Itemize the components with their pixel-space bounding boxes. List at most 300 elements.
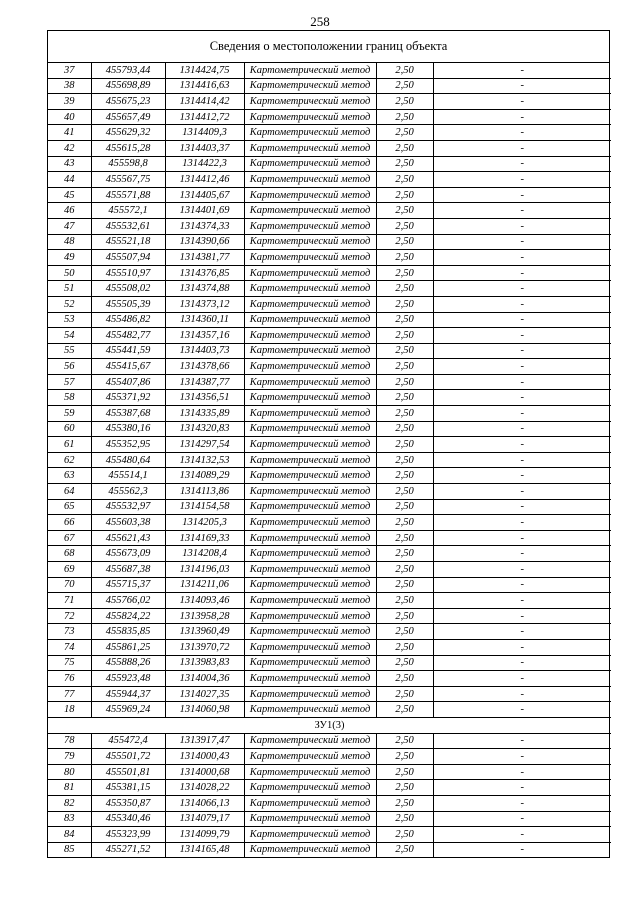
accuracy-cell: 2,50 xyxy=(376,437,433,453)
note-cell: - xyxy=(433,780,611,796)
y-coordinate-cell: 1314376,85 xyxy=(165,265,244,281)
point-number-cell: 79 xyxy=(48,749,91,765)
table-row xyxy=(48,265,611,281)
x-coordinate-cell: 455835,85 xyxy=(91,624,165,640)
y-coordinate-cell: 1314027,35 xyxy=(165,686,244,702)
table-row xyxy=(48,125,611,141)
note-cell: - xyxy=(433,63,611,78)
x-coordinate-cell: 455352,95 xyxy=(91,437,165,453)
method-cell: Картометрический метод xyxy=(244,499,376,515)
point-number-cell: 38 xyxy=(48,78,91,94)
y-coordinate-cell: 1313970,72 xyxy=(165,639,244,655)
accuracy-cell: 2,50 xyxy=(376,702,433,718)
note-cell: - xyxy=(433,452,611,468)
y-coordinate-cell: 1314154,58 xyxy=(165,499,244,515)
method-cell: Картометрический метод xyxy=(244,530,376,546)
accuracy-cell: 2,50 xyxy=(376,390,433,406)
accuracy-cell: 2,50 xyxy=(376,452,433,468)
table-row xyxy=(48,764,611,780)
table-row xyxy=(48,406,611,422)
method-cell: Картометрический метод xyxy=(244,686,376,702)
table-row xyxy=(48,172,611,188)
point-number-cell: 55 xyxy=(48,343,91,359)
table-row xyxy=(48,593,611,609)
x-coordinate-cell: 455486,82 xyxy=(91,312,165,328)
accuracy-cell: 2,50 xyxy=(376,515,433,531)
y-coordinate-cell: 1314403,73 xyxy=(165,343,244,359)
x-coordinate-cell: 455510,97 xyxy=(91,265,165,281)
table-row xyxy=(48,250,611,266)
note-cell: - xyxy=(433,484,611,500)
y-coordinate-cell: 1314000,68 xyxy=(165,764,244,780)
method-cell: Картометрический метод xyxy=(244,515,376,531)
y-coordinate-cell: 1314416,63 xyxy=(165,78,244,94)
x-coordinate-cell: 455824,22 xyxy=(91,608,165,624)
point-number-cell: 47 xyxy=(48,218,91,234)
x-coordinate-cell: 455472,4 xyxy=(91,733,165,749)
point-number-cell: 75 xyxy=(48,655,91,671)
y-coordinate-cell: 1313960,49 xyxy=(165,624,244,640)
y-coordinate-cell: 1314066,13 xyxy=(165,795,244,811)
note-cell: - xyxy=(433,125,611,141)
method-cell: Картометрический метод xyxy=(244,109,376,125)
section-row xyxy=(48,717,611,733)
x-coordinate-cell: 455407,86 xyxy=(91,374,165,390)
x-coordinate-cell: 455387,68 xyxy=(91,406,165,422)
note-cell: - xyxy=(433,749,611,765)
table-row xyxy=(48,452,611,468)
accuracy-cell: 2,50 xyxy=(376,842,433,857)
table-row xyxy=(48,749,611,765)
x-coordinate-cell: 455441,59 xyxy=(91,343,165,359)
method-cell: Картометрический метод xyxy=(244,265,376,281)
x-coordinate-cell: 455687,38 xyxy=(91,562,165,578)
method-cell: Картометрический метод xyxy=(244,281,376,297)
point-number-cell: 72 xyxy=(48,608,91,624)
table-row xyxy=(48,203,611,219)
table-row xyxy=(48,281,611,297)
table-row xyxy=(48,780,611,796)
point-number-cell: 39 xyxy=(48,94,91,110)
accuracy-cell: 2,50 xyxy=(376,203,433,219)
x-coordinate-cell: 455572,1 xyxy=(91,203,165,219)
method-cell: Картометрический метод xyxy=(244,78,376,94)
method-cell: Картометрический метод xyxy=(244,437,376,453)
point-number-cell: 58 xyxy=(48,390,91,406)
x-coordinate-cell: 455508,02 xyxy=(91,281,165,297)
table-row xyxy=(48,312,611,328)
point-number-cell: 74 xyxy=(48,639,91,655)
y-coordinate-cell: 1314099,79 xyxy=(165,827,244,843)
accuracy-cell: 2,50 xyxy=(376,281,433,297)
x-coordinate-cell: 455501,81 xyxy=(91,764,165,780)
method-cell: Картометрический метод xyxy=(244,374,376,390)
x-coordinate-cell: 455501,72 xyxy=(91,749,165,765)
y-coordinate-cell: 1314412,46 xyxy=(165,172,244,188)
point-number-cell: 41 xyxy=(48,125,91,141)
note-cell: - xyxy=(433,203,611,219)
x-coordinate-cell: 455271,52 xyxy=(91,842,165,857)
y-coordinate-cell: 1314165,48 xyxy=(165,842,244,857)
point-number-cell: 73 xyxy=(48,624,91,640)
point-number-cell: 85 xyxy=(48,842,91,857)
note-cell: - xyxy=(433,109,611,125)
table-row xyxy=(48,530,611,546)
y-coordinate-cell: 1314378,66 xyxy=(165,359,244,375)
y-coordinate-cell: 1314113,86 xyxy=(165,484,244,500)
note-cell: - xyxy=(433,655,611,671)
table-row xyxy=(48,639,611,655)
x-coordinate-cell: 455381,15 xyxy=(91,780,165,796)
accuracy-cell: 2,50 xyxy=(376,265,433,281)
table-row xyxy=(48,218,611,234)
accuracy-cell: 2,50 xyxy=(376,328,433,344)
y-coordinate-cell: 1314403,37 xyxy=(165,140,244,156)
point-number-cell: 60 xyxy=(48,421,91,437)
point-number-cell: 80 xyxy=(48,764,91,780)
point-number-cell: 52 xyxy=(48,296,91,312)
accuracy-cell: 2,50 xyxy=(376,63,433,78)
note-cell: - xyxy=(433,437,611,453)
point-number-cell: 64 xyxy=(48,484,91,500)
accuracy-cell: 2,50 xyxy=(376,172,433,188)
y-coordinate-cell: 1314422,3 xyxy=(165,156,244,172)
accuracy-cell: 2,50 xyxy=(376,250,433,266)
y-coordinate-cell: 1314205,3 xyxy=(165,515,244,531)
accuracy-cell: 2,50 xyxy=(376,562,433,578)
method-cell: Картометрический метод xyxy=(244,234,376,250)
y-coordinate-cell: 1314390,66 xyxy=(165,234,244,250)
accuracy-cell: 2,50 xyxy=(376,359,433,375)
x-coordinate-cell: 455521,18 xyxy=(91,234,165,250)
point-number-cell: 67 xyxy=(48,530,91,546)
table-row xyxy=(48,421,611,437)
accuracy-cell: 2,50 xyxy=(376,156,433,172)
x-coordinate-cell: 455621,43 xyxy=(91,530,165,546)
x-coordinate-cell: 455350,87 xyxy=(91,795,165,811)
note-cell: - xyxy=(433,296,611,312)
x-coordinate-cell: 455507,94 xyxy=(91,250,165,266)
y-coordinate-cell: 1314320,83 xyxy=(165,421,244,437)
method-cell: Картометрический метод xyxy=(244,296,376,312)
accuracy-cell: 2,50 xyxy=(376,94,433,110)
x-coordinate-cell: 455673,09 xyxy=(91,546,165,562)
accuracy-cell: 2,50 xyxy=(376,125,433,141)
method-cell: Картометрический метод xyxy=(244,655,376,671)
method-cell: Картометрический метод xyxy=(244,203,376,219)
accuracy-cell: 2,50 xyxy=(376,218,433,234)
point-number-cell: 81 xyxy=(48,780,91,796)
point-number-cell: 46 xyxy=(48,203,91,219)
point-number-cell: 43 xyxy=(48,156,91,172)
accuracy-cell: 2,50 xyxy=(376,686,433,702)
y-coordinate-cell: 1314357,16 xyxy=(165,328,244,344)
page-number: 258 xyxy=(310,14,330,29)
method-cell: Картометрический метод xyxy=(244,421,376,437)
note-cell: - xyxy=(433,328,611,344)
accuracy-cell: 2,50 xyxy=(376,484,433,500)
y-coordinate-cell: 1314208,4 xyxy=(165,546,244,562)
x-coordinate-cell: 455888,26 xyxy=(91,655,165,671)
table-row xyxy=(48,156,611,172)
y-coordinate-cell: 1314412,72 xyxy=(165,109,244,125)
table-row xyxy=(48,795,611,811)
table-row xyxy=(48,624,611,640)
y-coordinate-cell: 1314089,29 xyxy=(165,468,244,484)
x-coordinate-cell: 455715,37 xyxy=(91,577,165,593)
note-cell: - xyxy=(433,218,611,234)
note-cell: - xyxy=(433,374,611,390)
method-cell: Картометрический метод xyxy=(244,827,376,843)
table-row xyxy=(48,109,611,125)
y-coordinate-cell: 1314405,67 xyxy=(165,187,244,203)
note-cell: - xyxy=(433,702,611,718)
method-cell: Картометрический метод xyxy=(244,593,376,609)
note-cell: - xyxy=(433,343,611,359)
y-coordinate-cell: 1314424,75 xyxy=(165,63,244,78)
x-coordinate-cell: 455923,48 xyxy=(91,671,165,687)
note-cell: - xyxy=(433,842,611,857)
accuracy-cell: 2,50 xyxy=(376,749,433,765)
note-cell: - xyxy=(433,686,611,702)
method-cell: Картометрический метод xyxy=(244,94,376,110)
x-coordinate-cell: 455571,88 xyxy=(91,187,165,203)
y-coordinate-cell: 1314356,51 xyxy=(165,390,244,406)
x-coordinate-cell: 455505,39 xyxy=(91,296,165,312)
y-coordinate-cell: 1314079,17 xyxy=(165,811,244,827)
point-number-cell: 48 xyxy=(48,234,91,250)
accuracy-cell: 2,50 xyxy=(376,639,433,655)
y-coordinate-cell: 1314004,36 xyxy=(165,671,244,687)
point-number-cell: 83 xyxy=(48,811,91,827)
x-coordinate-cell: 455675,23 xyxy=(91,94,165,110)
point-number-cell: 49 xyxy=(48,250,91,266)
y-coordinate-cell: 1314374,33 xyxy=(165,218,244,234)
note-cell: - xyxy=(433,468,611,484)
point-number-cell: 71 xyxy=(48,593,91,609)
point-number-cell: 63 xyxy=(48,468,91,484)
note-cell: - xyxy=(433,795,611,811)
y-coordinate-cell: 1314028,22 xyxy=(165,780,244,796)
accuracy-cell: 2,50 xyxy=(376,234,433,250)
x-coordinate-cell: 455532,97 xyxy=(91,499,165,515)
table-row xyxy=(48,374,611,390)
method-cell: Картометрический метод xyxy=(244,172,376,188)
accuracy-cell: 2,50 xyxy=(376,624,433,640)
note-cell: - xyxy=(433,94,611,110)
accuracy-cell: 2,50 xyxy=(376,530,433,546)
table-row xyxy=(48,437,611,453)
method-cell: Картометрический метод xyxy=(244,702,376,718)
note-cell: - xyxy=(433,671,611,687)
point-number-cell: 57 xyxy=(48,374,91,390)
method-cell: Картометрический метод xyxy=(244,312,376,328)
table-row xyxy=(48,655,611,671)
accuracy-cell: 2,50 xyxy=(376,78,433,94)
note-cell: - xyxy=(433,234,611,250)
note-cell: - xyxy=(433,811,611,827)
point-number-cell: 69 xyxy=(48,562,91,578)
accuracy-cell: 2,50 xyxy=(376,593,433,609)
accuracy-cell: 2,50 xyxy=(376,421,433,437)
x-coordinate-cell: 455562,3 xyxy=(91,484,165,500)
table-title: Сведения о местоположении границ объекта xyxy=(48,31,609,63)
accuracy-cell: 2,50 xyxy=(376,608,433,624)
note-cell: - xyxy=(433,250,611,266)
point-number-cell: 62 xyxy=(48,452,91,468)
y-coordinate-cell: 1313917,47 xyxy=(165,733,244,749)
table-row xyxy=(48,562,611,578)
accuracy-cell: 2,50 xyxy=(376,343,433,359)
point-number-cell: 44 xyxy=(48,172,91,188)
table-row xyxy=(48,343,611,359)
y-coordinate-cell: 1314409,3 xyxy=(165,125,244,141)
note-cell: - xyxy=(433,265,611,281)
table-row xyxy=(48,733,611,749)
method-cell: Картометрический метод xyxy=(244,624,376,640)
table-row xyxy=(48,484,611,500)
table-row xyxy=(48,78,611,94)
x-coordinate-cell: 455657,49 xyxy=(91,109,165,125)
accuracy-cell: 2,50 xyxy=(376,546,433,562)
point-number-cell: 54 xyxy=(48,328,91,344)
accuracy-cell: 2,50 xyxy=(376,577,433,593)
table-row xyxy=(48,702,611,718)
point-number-cell: 50 xyxy=(48,265,91,281)
accuracy-cell: 2,50 xyxy=(376,655,433,671)
table-row xyxy=(48,842,611,857)
accuracy-cell: 2,50 xyxy=(376,780,433,796)
point-number-cell: 40 xyxy=(48,109,91,125)
point-number-cell: 18 xyxy=(48,702,91,718)
method-cell: Картометрический метод xyxy=(244,140,376,156)
y-coordinate-cell: 1314381,77 xyxy=(165,250,244,266)
x-coordinate-cell: 455603,38 xyxy=(91,515,165,531)
x-coordinate-cell: 455380,16 xyxy=(91,421,165,437)
method-cell: Картометрический метод xyxy=(244,452,376,468)
table-row xyxy=(48,468,611,484)
point-number-cell: 70 xyxy=(48,577,91,593)
x-coordinate-cell: 455793,44 xyxy=(91,63,165,78)
method-cell: Картометрический метод xyxy=(244,795,376,811)
method-cell: Картометрический метод xyxy=(244,328,376,344)
y-coordinate-cell: 1314360,11 xyxy=(165,312,244,328)
x-coordinate-cell: 455480,64 xyxy=(91,452,165,468)
accuracy-cell: 2,50 xyxy=(376,406,433,422)
accuracy-cell: 2,50 xyxy=(376,468,433,484)
note-cell: - xyxy=(433,359,611,375)
table-row xyxy=(48,63,611,78)
accuracy-cell: 2,50 xyxy=(376,499,433,515)
x-coordinate-cell: 455415,67 xyxy=(91,359,165,375)
note-cell: - xyxy=(433,499,611,515)
method-cell: Картометрический метод xyxy=(244,218,376,234)
y-coordinate-cell: 1314000,43 xyxy=(165,749,244,765)
method-cell: Картометрический метод xyxy=(244,733,376,749)
note-cell: - xyxy=(433,406,611,422)
table-row xyxy=(48,328,611,344)
point-number-cell: 76 xyxy=(48,671,91,687)
note-cell: - xyxy=(433,281,611,297)
table-row xyxy=(48,187,611,203)
method-cell: Картометрический метод xyxy=(244,842,376,857)
y-coordinate-cell: 1313958,28 xyxy=(165,608,244,624)
y-coordinate-cell: 1314373,12 xyxy=(165,296,244,312)
method-cell: Картометрический метод xyxy=(244,639,376,655)
method-cell: Картометрический метод xyxy=(244,671,376,687)
method-cell: Картометрический метод xyxy=(244,359,376,375)
note-cell: - xyxy=(433,156,611,172)
point-number-cell: 68 xyxy=(48,546,91,562)
point-number-cell: 61 xyxy=(48,437,91,453)
method-cell: Картометрический метод xyxy=(244,343,376,359)
x-coordinate-cell: 455698,89 xyxy=(91,78,165,94)
note-cell: - xyxy=(433,187,611,203)
table-row xyxy=(48,296,611,312)
accuracy-cell: 2,50 xyxy=(376,140,433,156)
method-cell: Картометрический метод xyxy=(244,749,376,765)
point-number-cell: 82 xyxy=(48,795,91,811)
table-row xyxy=(48,686,611,702)
note-cell: - xyxy=(433,312,611,328)
point-number-cell: 37 xyxy=(48,63,91,78)
y-coordinate-cell: 1313983,83 xyxy=(165,655,244,671)
note-cell: - xyxy=(433,172,611,188)
table-row xyxy=(48,546,611,562)
accuracy-cell: 2,50 xyxy=(376,811,433,827)
method-cell: Картометрический метод xyxy=(244,156,376,172)
note-cell: - xyxy=(433,608,611,624)
point-number-cell: 59 xyxy=(48,406,91,422)
method-cell: Картометрический метод xyxy=(244,608,376,624)
accuracy-cell: 2,50 xyxy=(376,296,433,312)
method-cell: Картометрический метод xyxy=(244,780,376,796)
table-row xyxy=(48,234,611,250)
x-coordinate-cell: 455629,32 xyxy=(91,125,165,141)
note-cell: - xyxy=(433,78,611,94)
y-coordinate-cell: 1314211,06 xyxy=(165,577,244,593)
method-cell: Картометрический метод xyxy=(244,63,376,78)
x-coordinate-cell: 455340,46 xyxy=(91,811,165,827)
boundary-table-sheet xyxy=(47,30,610,858)
table-row xyxy=(48,390,611,406)
note-cell: - xyxy=(433,515,611,531)
y-coordinate-cell: 1314060,98 xyxy=(165,702,244,718)
accuracy-cell: 2,50 xyxy=(376,374,433,390)
table-row xyxy=(48,140,611,156)
x-coordinate-cell: 455969,24 xyxy=(91,702,165,718)
table-row xyxy=(48,827,611,843)
table-row xyxy=(48,671,611,687)
method-cell: Картометрический метод xyxy=(244,125,376,141)
point-number-cell: 66 xyxy=(48,515,91,531)
accuracy-cell: 2,50 xyxy=(376,312,433,328)
method-cell: Картометрический метод xyxy=(244,546,376,562)
accuracy-cell: 2,50 xyxy=(376,795,433,811)
method-cell: Картометрический метод xyxy=(244,484,376,500)
method-cell: Картометрический метод xyxy=(244,406,376,422)
accuracy-cell: 2,50 xyxy=(376,187,433,203)
note-cell: - xyxy=(433,546,611,562)
note-cell: - xyxy=(433,421,611,437)
y-coordinate-cell: 1314093,46 xyxy=(165,593,244,609)
method-cell: Картометрический метод xyxy=(244,250,376,266)
x-coordinate-cell: 455861,25 xyxy=(91,639,165,655)
x-coordinate-cell: 455567,75 xyxy=(91,172,165,188)
coordinates-table xyxy=(48,63,611,857)
method-cell: Картометрический метод xyxy=(244,577,376,593)
y-coordinate-cell: 1314335,89 xyxy=(165,406,244,422)
